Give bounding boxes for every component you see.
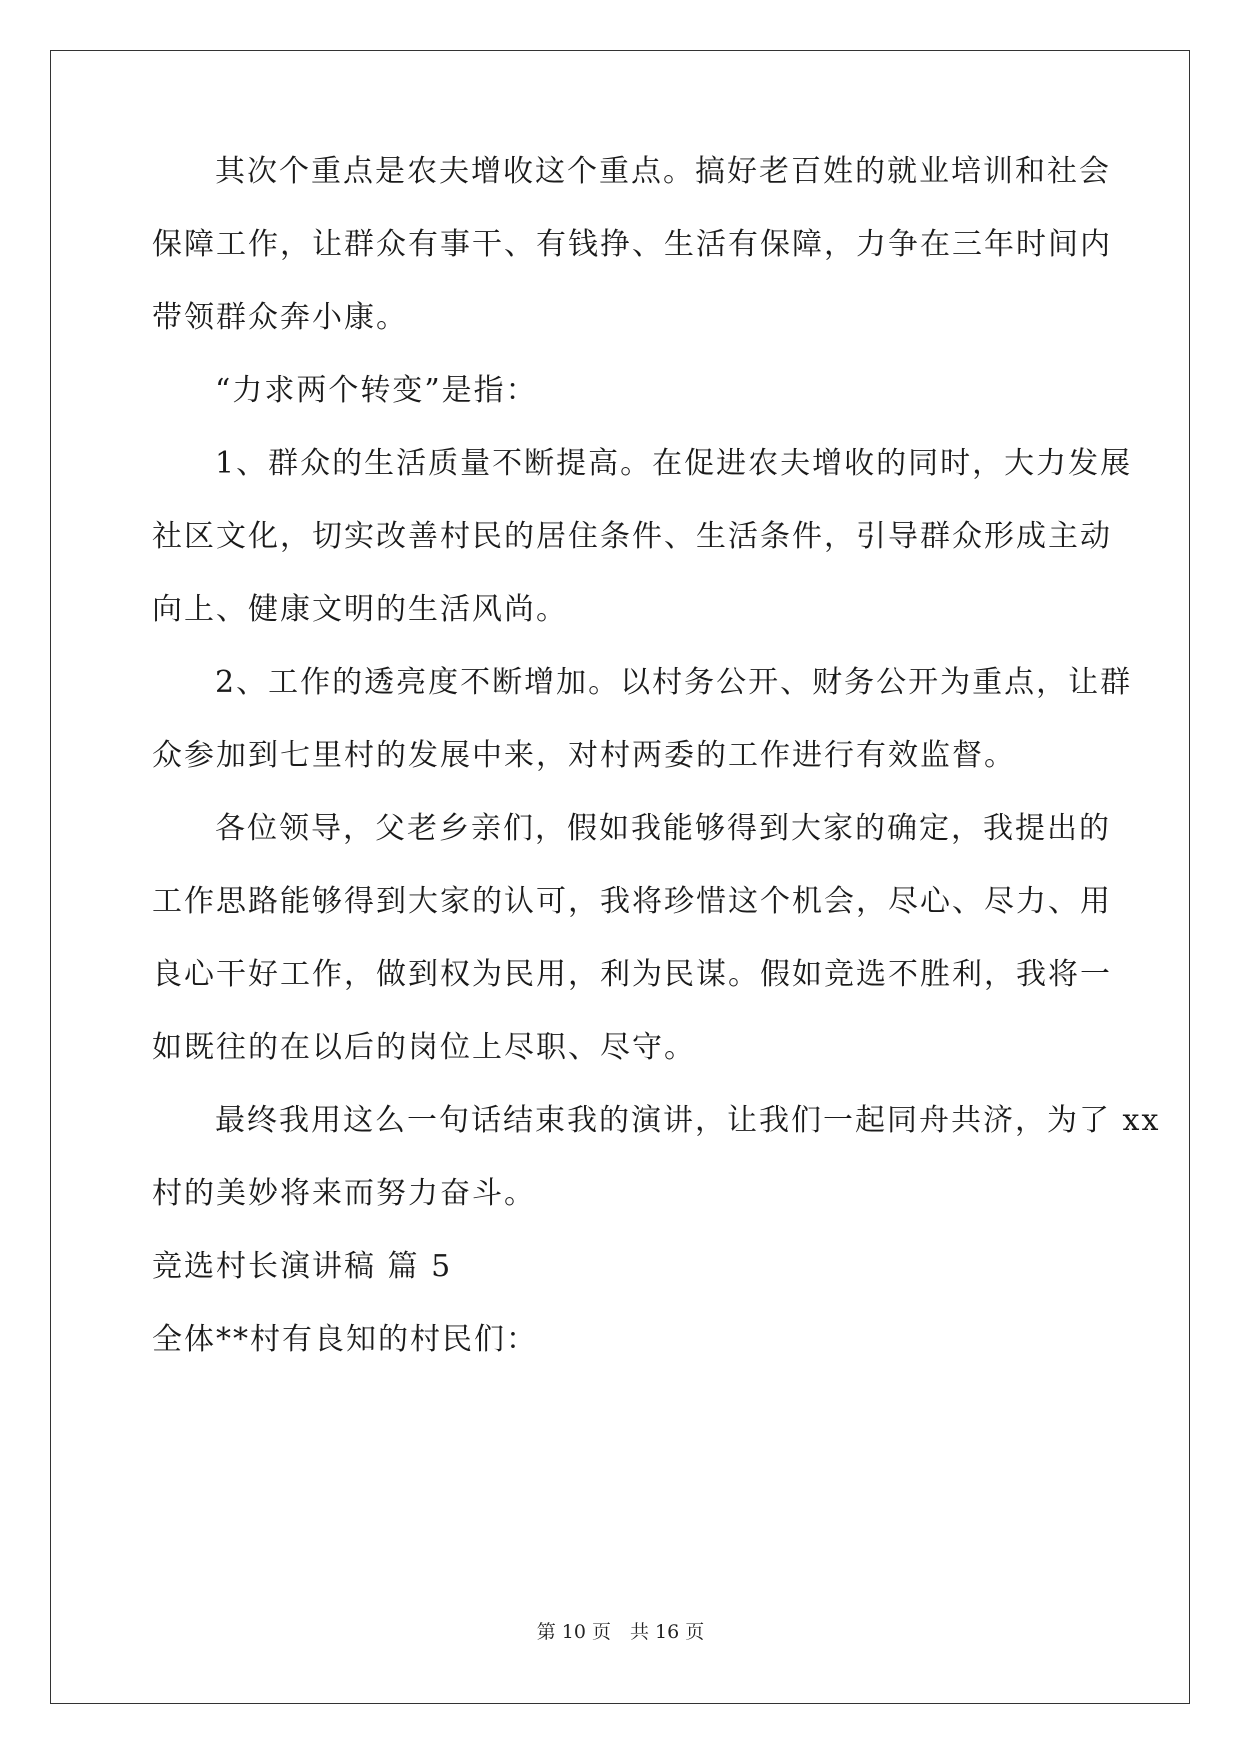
paragraph-4-line-1: 2、工作的透亮度不断增加。以村务公开、财务公开为重点，让群 [215,665,1133,700]
paragraph-1-line-3: 带领群众奔小康。 [152,300,408,335]
paragraph-1-line-2: 保障工作，让群众有事干、有钱挣、生活有保障，力争在三年时间内 [152,227,1112,262]
paragraph-1-line-1: 其次个重点是农夫增收这个重点。搞好老百姓的就业培训和社会 [215,154,1111,189]
paragraph-3-line-3: 向上、健康文明的生活风尚。 [152,592,568,627]
page-number-footer: 第 10 页 共 16 页 [536,1621,705,1643]
paragraph-4-line-2: 众参加到七里村的发展中来，对村两委的工作进行有效监督。 [152,738,1016,773]
paragraph-3-line-2: 社区文化，切实改善村民的居住条件、生活条件，引导群众形成主动 [152,519,1112,554]
paragraph-5-line-4: 如既往的在以后的岗位上尽职、尽守。 [152,1030,696,1065]
salutation: 全体**村有良知的村民们： [152,1322,538,1357]
paragraph-6-line-2: 村的美妙将来而努力奋斗。 [152,1176,536,1211]
paragraph-3-line-1: 1、群众的生活质量不断提高。在促进农夫增收的同时，大力发展 [215,446,1133,481]
paragraph-5-line-1: 各位领导，父老乡亲们，假如我能够得到大家的确定，我提出的 [215,811,1111,846]
paragraph-6-line-1: 最终我用这么一句话结束我的演讲，让我们一起同舟共济，为了 xx [215,1103,1161,1138]
paragraph-5-line-2: 工作思路能够得到大家的认可，我将珍惜这个机会，尽心、尽力、用 [152,884,1112,919]
paragraph-2-line-1: “力求两个转变”是指： [215,373,538,408]
section-title: 竞选村长演讲稿 篇 5 [152,1249,453,1284]
paragraph-5-line-3: 良心干好工作，做到权为民用，利为民谋。假如竞选不胜利，我将一 [152,957,1112,992]
